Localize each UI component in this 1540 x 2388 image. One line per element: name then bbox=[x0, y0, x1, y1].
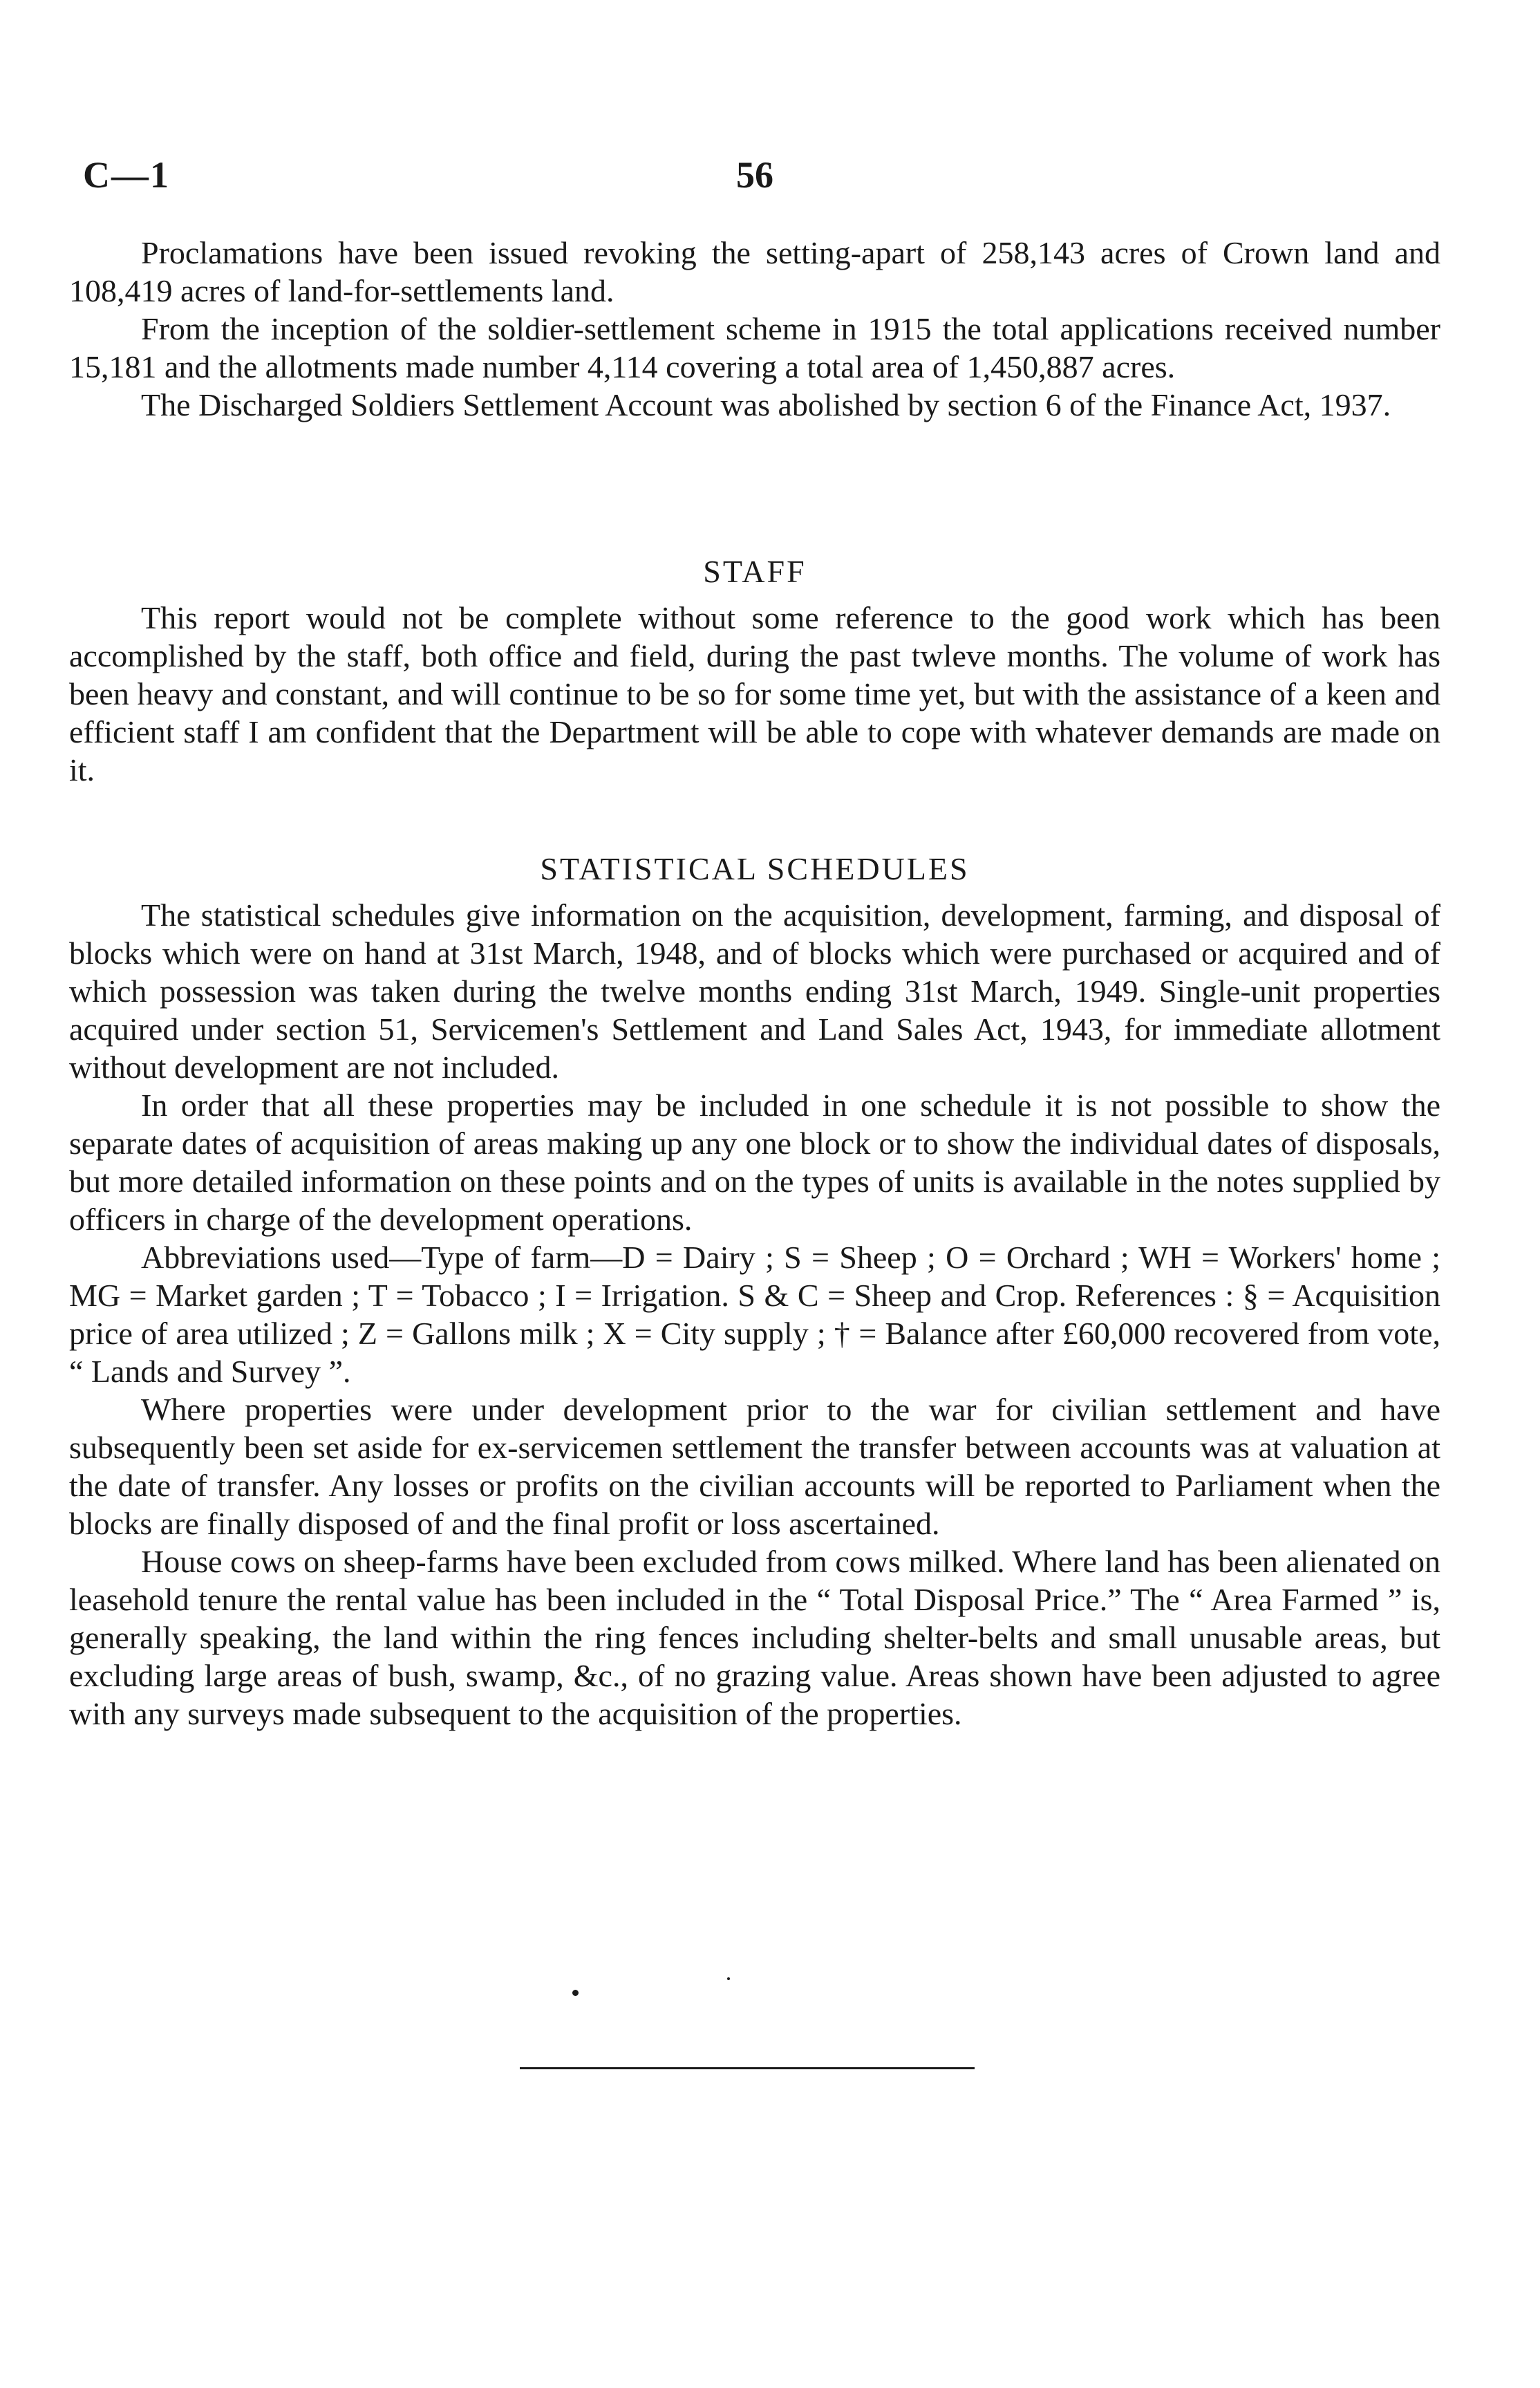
paragraph-abbreviations: Abbreviations used—Type of farm—D = Dairy ; S = Sheep ; O = Orchard ; WH = Workers' home ; MG = Market garden ; T = Tobacco ; I = Irrigation. S & C = Sheep and Crop. References : § = Acquisition price of area utilized ; Z = Gallons milk ; X = City supply ; † = Balance after £60,000 recovered from vote, “ Lands and Survey ”. bbox=[69, 1240, 1440, 1389]
statistical-section bbox=[69, 896, 1440, 1733]
paragraph-account-abolished: The Discharged Soldiers Settlement Account was abolished by section 6 of the Finance Act, 1937. bbox=[141, 387, 1391, 422]
paragraph-civilian-settlement: Where properties were under development prior to the war for civilian settlement and have subsequently been set aside for ex-servicemen settlement the transfer between accounts was at valuation at the date of transfer. Any losses or profits on the civilian accounts will be reported to Parliament when the blocks are finally disposed of and the final profit or loss ascertained. bbox=[69, 1392, 1440, 1541]
staff-section bbox=[69, 599, 1440, 789]
paragraph-house-cows: House cows on sheep-farms have been excluded from cows milked. Where land has been alienated on leasehold tenure the rental value has been included in the “ Total Disposal Price.” The “ Area Farmed ” is, generally speaking, the land within the ring fences including shelter-belts and small unusable areas, but excluding large areas of bush, swamp, &c., of no grazing value. Areas shown have been adjusted to agree with any surveys made subsequent to the acquisition of the properties. bbox=[69, 1544, 1440, 1731]
report-code: C—1 bbox=[83, 154, 170, 196]
paragraph-staff: This report would not be complete without some reference to the good work which has been accomplished by the staff, both office and field, during the past twleve months. The volume of work has been heavy and constant, and will continue to be so for some time yet, but with the assistance of a keen and efficient staff I am confident that the Department will be able to cope with whatever demands are made on it. bbox=[69, 600, 1440, 787]
paragraph-proclamations: Proclamations have been issued revoking the setting-apart of 258,143 acres of Crown land and 108,419 acres of land-for-settlements land. bbox=[69, 235, 1440, 308]
scan-speck bbox=[572, 1990, 579, 1996]
scan-speck bbox=[727, 1977, 730, 1980]
intro-section bbox=[69, 234, 1440, 424]
paragraph-schedule-order: In order that all these properties may be included in one schedule it is not possible to show the separate dates of acquisition of areas making up any one block or to show the individual dates of disposals, but more detailed information on these points and on the types of units is available in the notes supplied by officers in charge of the development operations. bbox=[69, 1088, 1440, 1237]
page-number: 56 bbox=[736, 154, 773, 196]
closing-rule bbox=[520, 2067, 975, 2069]
staff-heading: STAFF bbox=[703, 554, 807, 589]
paragraph-schedules-info: The statistical schedules give information on the acquisition, development, farming, and disposal of blocks which were on hand at 31st March, 1948, and of blocks which were purchased or acquired and of which possession was taken during the twelve months ending 31st March, 1949. Single-unit properties acquired under section 51, Servicemen's Settlement and Land Sales Act, 1943, for immediate allotment without development are not included. bbox=[69, 897, 1440, 1085]
statistical-schedules-heading: STATISTICAL SCHEDULES bbox=[540, 851, 970, 886]
paragraph-applications: From the inception of the soldier-settlement scheme in 1915 the total applications received number 15,181 and the allotments made number 4,114 covering a total area of 1,450,887 acres. bbox=[69, 311, 1440, 384]
